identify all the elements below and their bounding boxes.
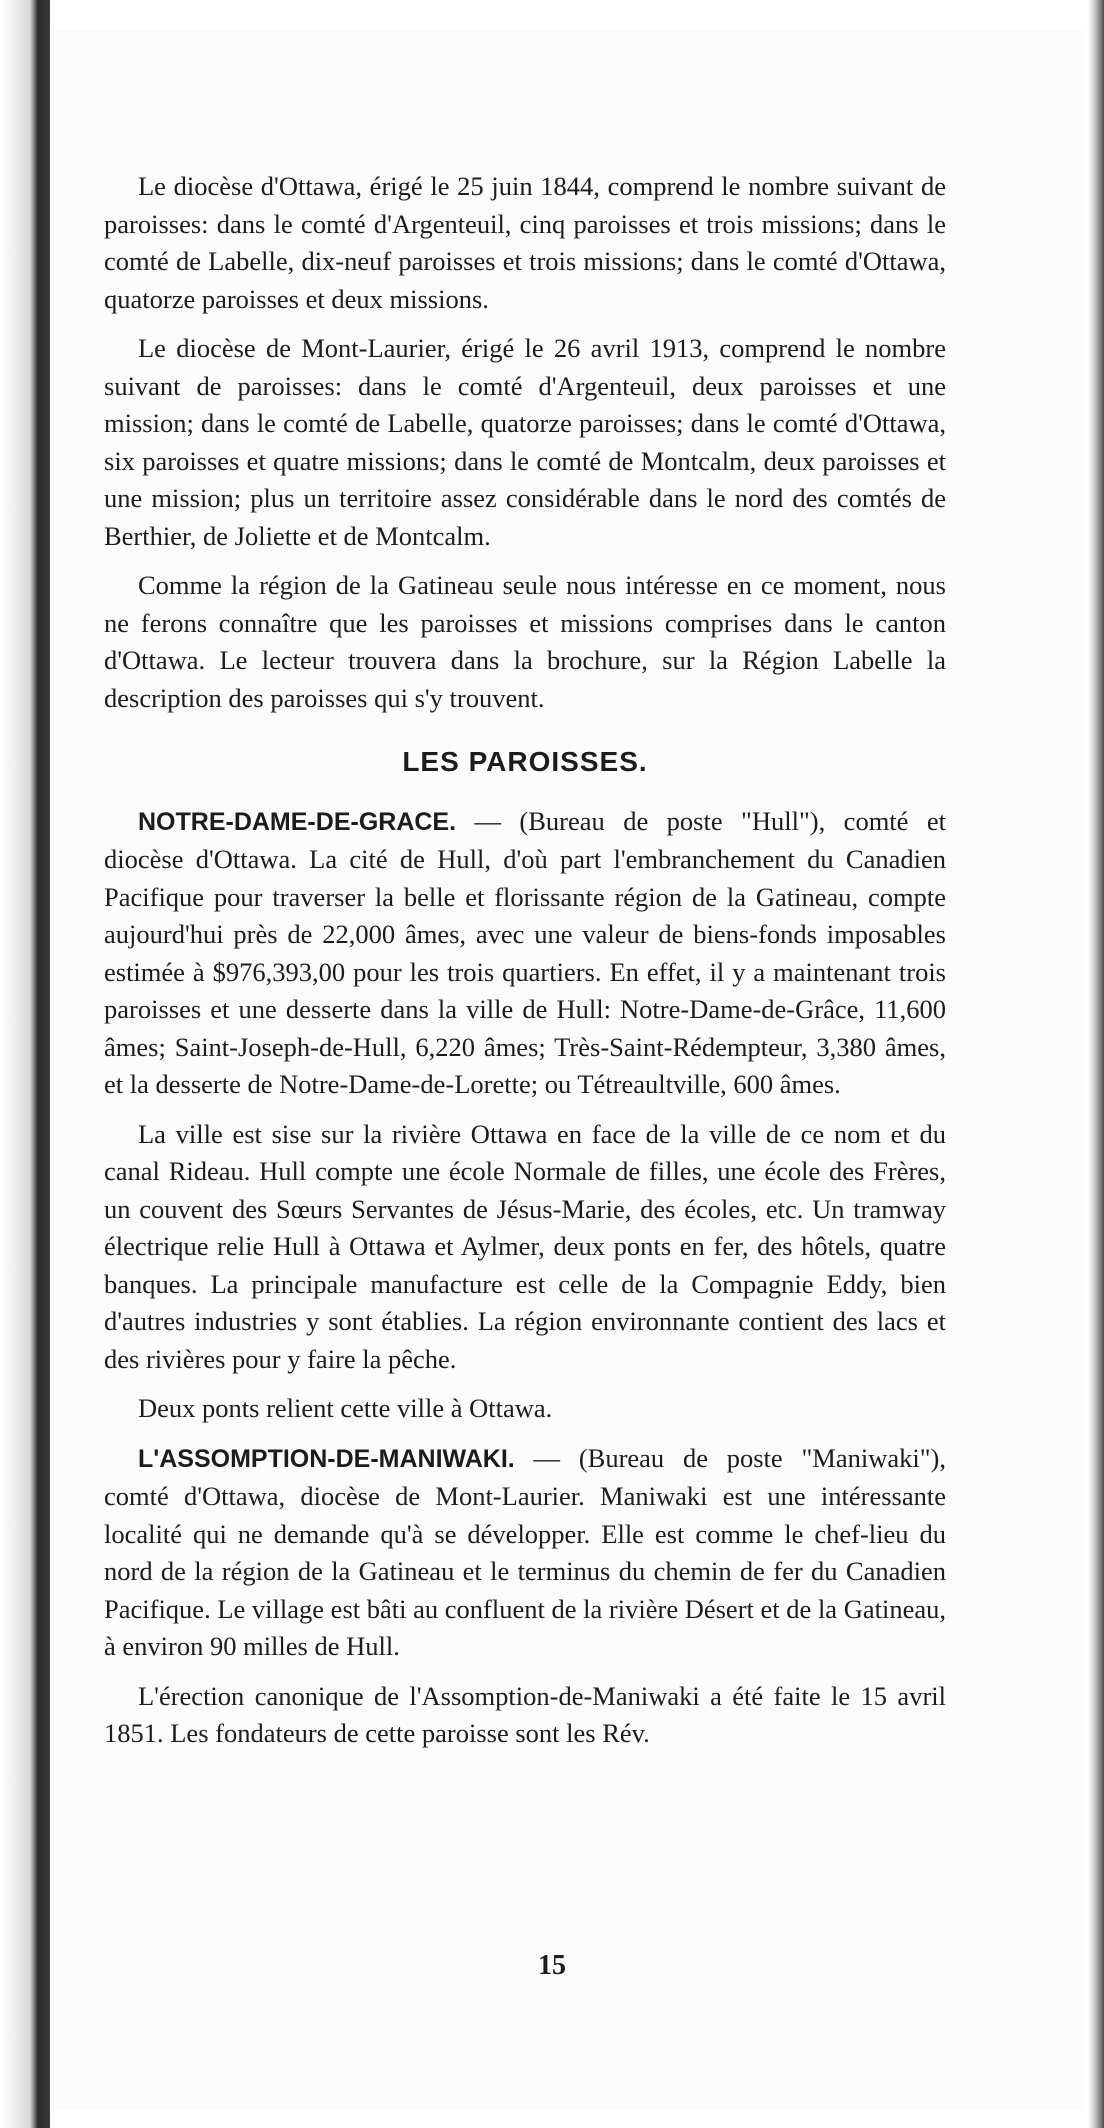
parish-assomption-de-maniwaki — [104, 1440, 946, 1666]
paragraph-hull-bridges: Deux ponts relient cette ville à Ottawa. — [138, 1393, 553, 1423]
page-number: 15 — [538, 1950, 566, 1981]
book-spine — [0, 0, 50, 2128]
page-text — [104, 168, 946, 1765]
paragraph-maniwaki-erection: L'érection canonique de l'Assomption-de-Maniwaki a été faite le 15 avril 1851. Les fondateurs de cette paroisse sont les Rév. — [104, 1680, 946, 1748]
parish-text: — (Bureau de poste "Maniwaki"), comté d'Ottawa, diocèse de Mont-Laurier. Maniwaki est une intéressante localité qui ne demande qu'à se développer. Elle est comme le chef-lieu du nord de la région de la Gatineau et le terminus du chemin de fer du Canadien Pacifique. Le village est bâti au confluent de la rivière Désert et de la Gatineau, à environ 90 milles de Hull. — [104, 1442, 946, 1661]
parish-text: — (Bureau de poste "Hull"), comté et diocèse d'Ottawa. La cité de Hull, d'où part l'embranchement du Canadien Pacifique pour traverser la belle et florissante région de la Gatineau, compte aujourd'hui près de 22,000 âmes, avec une valeur de biens-fonds imposables estimée à $976,393,00 pour les trois quartiers. En effet, il y a maintenant trois paroisses et une desserte dans la ville de Hull: Notre-Dame-de-Grâce, 11,600 âmes; Saint-Joseph-de-Hull, 6,220 âmes; Très-Saint-Rédempteur, 3,380 âmes, et la desserte de Notre-Dame-de-Lorette; ou Tétreaultville, 600 âmes. — [104, 805, 946, 1099]
page-edge — [1088, 0, 1104, 2128]
parish-name: L'ASSOMPTION-DE-MANIWAKI. — [138, 1444, 515, 1473]
section-heading: LES PAROISSES. — [402, 746, 648, 777]
parish-name: NOTRE-DAME-DE-GRACE. — [138, 807, 457, 836]
parish-notre-dame-de-grace — [104, 803, 946, 1104]
paragraph-gatineau-region: Comme la région de la Gatineau seule nous intéresse en ce moment, nous ne ferons connaître que les paroisses et missions comprises dans le canton d'Ottawa. Le lecteur trouvera dans la brochure, sur la Région Labelle la description des paroisses qui s'y trouvent. — [104, 570, 946, 713]
paragraph-mont-laurier-diocese: Le diocèse de Mont-Laurier, érigé le 26 avril 1913, comprend le nombre suivant de paroisses: dans le comté d'Argenteuil, deux paroisses et une mission; dans le comté de Labelle, quatorze paroisses; dans le comté d'Ottawa, six paroisses et quatre missions; dans le comté de Montcalm, deux paroisses et une mission; plus un territoire assez considérable dans le nord des comtés de Berthier, de Joliette et de Montcalm. — [104, 333, 946, 551]
paragraph-ottawa-diocese: Le diocèse d'Ottawa, érigé le 25 juin 1844, comprend le nombre suivant de paroisses: dans le comté d'Argenteuil, cinq paroisses et trois missions; dans le comté de Labelle, dix-neuf paroisses et trois missions; dans le comté d'Ottawa, quatorze paroisses et deux missions. — [104, 171, 946, 314]
paragraph-hull-city: La ville est sise sur la rivière Ottawa en face de la ville de ce nom et du canal Rideau. Hull compte une école Normale de filles, une école des Frères, un couvent des Sœurs Servantes de Jésus-Marie, des écoles, etc. Un tramway électrique relie Hull à Ottawa et Aylmer, deux ponts en fer, des hôtels, quatre banques. La principale manufacture est celle de la Compagnie Eddy, bien d'autres industries y sont établies. La région environnante contient des lacs et des rivières pour y faire la pêche. — [104, 1118, 946, 1374]
